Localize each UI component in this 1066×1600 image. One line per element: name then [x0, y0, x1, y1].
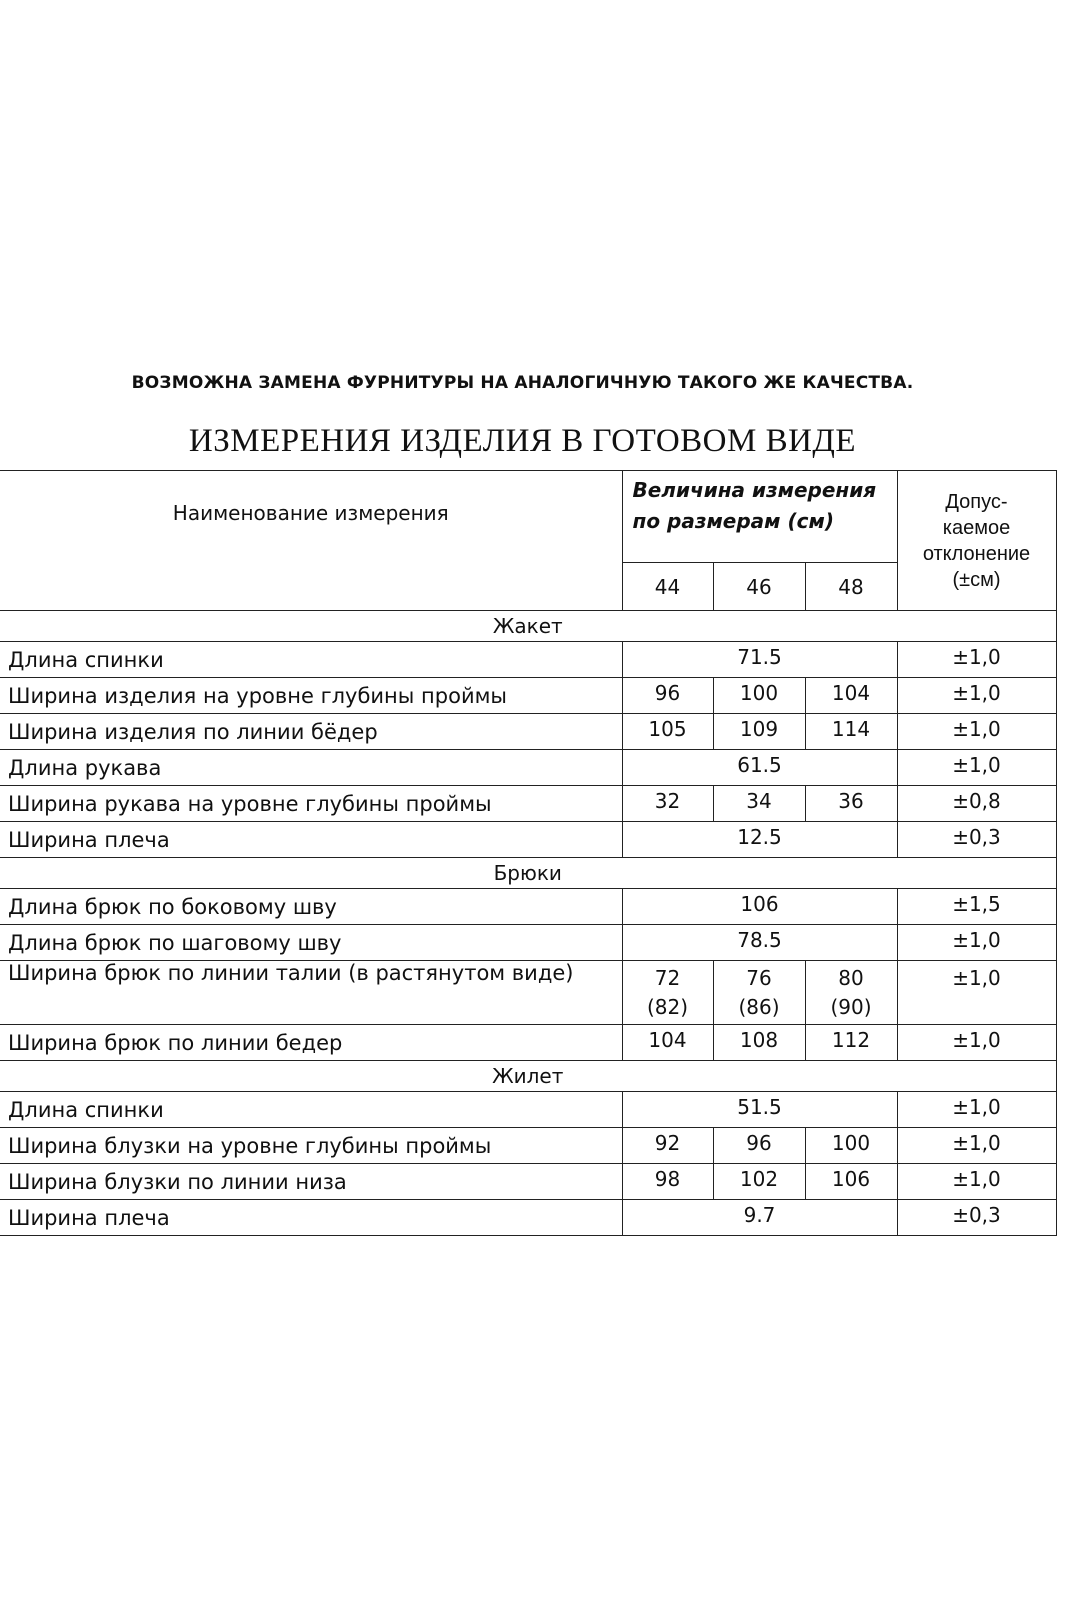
section-title: Брюки	[0, 858, 1056, 889]
tolerance-value: ±1,0	[897, 925, 1056, 961]
measurement-name: Ширина изделия на уровне глубины проймы	[0, 678, 622, 714]
size-value-main: 114	[831, 717, 871, 741]
tolerance-value: ±1,0	[897, 678, 1056, 714]
measurement-name: Ширина блузки на уровне глубины проймы	[0, 1128, 622, 1164]
size-value	[622, 678, 713, 714]
measurement-name: Длина брюк по шаговому шву	[0, 925, 622, 961]
size-value	[713, 961, 805, 1025]
size-value	[805, 678, 897, 714]
size-value	[713, 1164, 805, 1200]
table-row	[0, 1025, 1056, 1061]
table-row	[0, 1164, 1056, 1200]
tolerance-value: ±0,3	[897, 1200, 1056, 1236]
size-value	[622, 714, 713, 750]
measurement-name: Ширина рукава на уровне глубины проймы	[0, 786, 622, 822]
tolerance-value: ±1,0	[897, 1164, 1056, 1200]
size-value-main: 104	[831, 681, 871, 705]
size-value-all: 61.5	[622, 750, 897, 786]
size-value-all: 12.5	[622, 822, 897, 858]
measurement-name: Ширина плеча	[0, 1200, 622, 1236]
size-value-main: 92	[654, 1131, 681, 1155]
size-value-all: 9.7	[622, 1200, 897, 1236]
table-row	[0, 642, 1056, 678]
tolerance-value: ±1,0	[897, 961, 1056, 1025]
measurement-name: Ширина блузки по линии низа	[0, 1164, 622, 1200]
size-value	[713, 1025, 805, 1061]
size-46-header: 46	[713, 563, 805, 611]
measurement-name: Длина рукава	[0, 750, 622, 786]
size-value-main: 32	[654, 789, 681, 813]
size-value	[622, 786, 713, 822]
size-value	[805, 714, 897, 750]
tolerance-value: ±1,0	[897, 1025, 1056, 1061]
measurement-name: Ширина плеча	[0, 822, 622, 858]
size-value-main: 102	[739, 1167, 779, 1191]
size-value	[713, 1128, 805, 1164]
size-value-stretched: (90)	[830, 995, 872, 1019]
header-size-group: Величина измерения по размерам (см)	[622, 471, 897, 563]
measurement-name: Длина брюк по боковому шву	[0, 889, 622, 925]
measurement-name: Длина спинки	[0, 642, 622, 678]
section-title: Жилет	[0, 1061, 1056, 1092]
size-value	[805, 1025, 897, 1061]
tolerance-value: ±0,8	[897, 786, 1056, 822]
table-row	[0, 822, 1056, 858]
size-48-header: 48	[805, 563, 897, 611]
size-value-main: 34	[746, 789, 772, 813]
table-row	[0, 961, 1056, 1025]
table-row	[0, 678, 1056, 714]
table-row	[0, 750, 1056, 786]
size-value-main: 100	[739, 681, 779, 705]
table-row	[0, 925, 1056, 961]
measurement-name: Ширина брюк по линии бедер	[0, 1025, 622, 1061]
size-value-stretched: (82)	[646, 995, 689, 1019]
tolerance-value: ±0,3	[897, 822, 1056, 858]
measurement-name: Ширина брюк по линии талии (в растянутом виде)	[0, 961, 622, 1025]
table-row	[0, 1092, 1056, 1128]
size-value	[622, 1128, 713, 1164]
table-row	[0, 1200, 1056, 1236]
header-tolerance	[897, 471, 1056, 611]
tolerance-value: ±1,0	[897, 1092, 1056, 1128]
tolerance-value: ±1,0	[897, 1128, 1056, 1164]
size-value	[713, 714, 805, 750]
tolerance-line: (±см)	[952, 568, 1001, 591]
size-value-main: 108	[739, 1028, 779, 1052]
size-value-main: 100	[831, 1131, 871, 1155]
size-value	[622, 961, 713, 1025]
size-value-all: 78.5	[622, 925, 897, 961]
size-value-main: 105	[648, 717, 687, 741]
size-value	[805, 961, 897, 1025]
size-value-main: 76	[746, 966, 772, 990]
size-value	[622, 1164, 713, 1200]
size-value	[713, 678, 805, 714]
size-value	[805, 1164, 897, 1200]
size-value-main: 109	[739, 717, 779, 741]
table-row	[0, 1128, 1056, 1164]
size-value	[622, 1025, 713, 1061]
size-44-header: 44	[622, 563, 713, 611]
tolerance-line: Допус-	[945, 490, 1008, 513]
section-header-row	[0, 1061, 1056, 1092]
size-value-all: 71.5	[622, 642, 897, 678]
notice-text: ВОЗМОЖНА ЗАМЕНА ФУРНИТУРЫ НА АНАЛОГИЧНУЮ ТАКОГО ЖЕ КАЧЕСТВА.	[131, 373, 914, 393]
measurements-table	[0, 470, 1057, 1236]
tolerance-line: отклонение	[922, 542, 1031, 565]
size-value	[713, 786, 805, 822]
measurement-name: Ширина изделия по линии бёдер	[0, 714, 622, 750]
size-value-main: 80	[838, 966, 864, 990]
section-header-row	[0, 858, 1056, 889]
table-row	[0, 786, 1056, 822]
table-row	[0, 714, 1056, 750]
measurement-name: Длина спинки	[0, 1092, 622, 1128]
size-value-main: 72	[654, 966, 681, 990]
size-value-main: 96	[746, 1131, 772, 1155]
size-value-main: 106	[831, 1167, 871, 1191]
size-value-main: 104	[648, 1028, 687, 1052]
tolerance-line: каемое	[942, 516, 1011, 539]
size-value-main: 36	[838, 789, 864, 813]
section-header-row	[0, 611, 1056, 642]
size-value-main: 96	[654, 681, 681, 705]
size-value-all: 51.5	[622, 1092, 897, 1128]
size-value-main: 98	[654, 1167, 681, 1191]
size-value	[805, 786, 897, 822]
header-name: Наименование измерения	[0, 471, 622, 611]
tolerance-value: ±1,0	[897, 714, 1056, 750]
size-value-all: 106	[622, 889, 897, 925]
tolerance-value: ±1,5	[897, 889, 1056, 925]
page-title: ИЗМЕРЕНИЯ ИЗДЕЛИЯ В ГОТОВОМ ВИДЕ	[188, 423, 857, 459]
size-value-main: 112	[831, 1028, 871, 1052]
section-title: Жакет	[0, 611, 1056, 642]
tolerance-value: ±1,0	[897, 642, 1056, 678]
size-value	[805, 1128, 897, 1164]
tolerance-value: ±1,0	[897, 750, 1056, 786]
table-row	[0, 889, 1056, 925]
size-value-stretched: (86)	[738, 995, 780, 1019]
